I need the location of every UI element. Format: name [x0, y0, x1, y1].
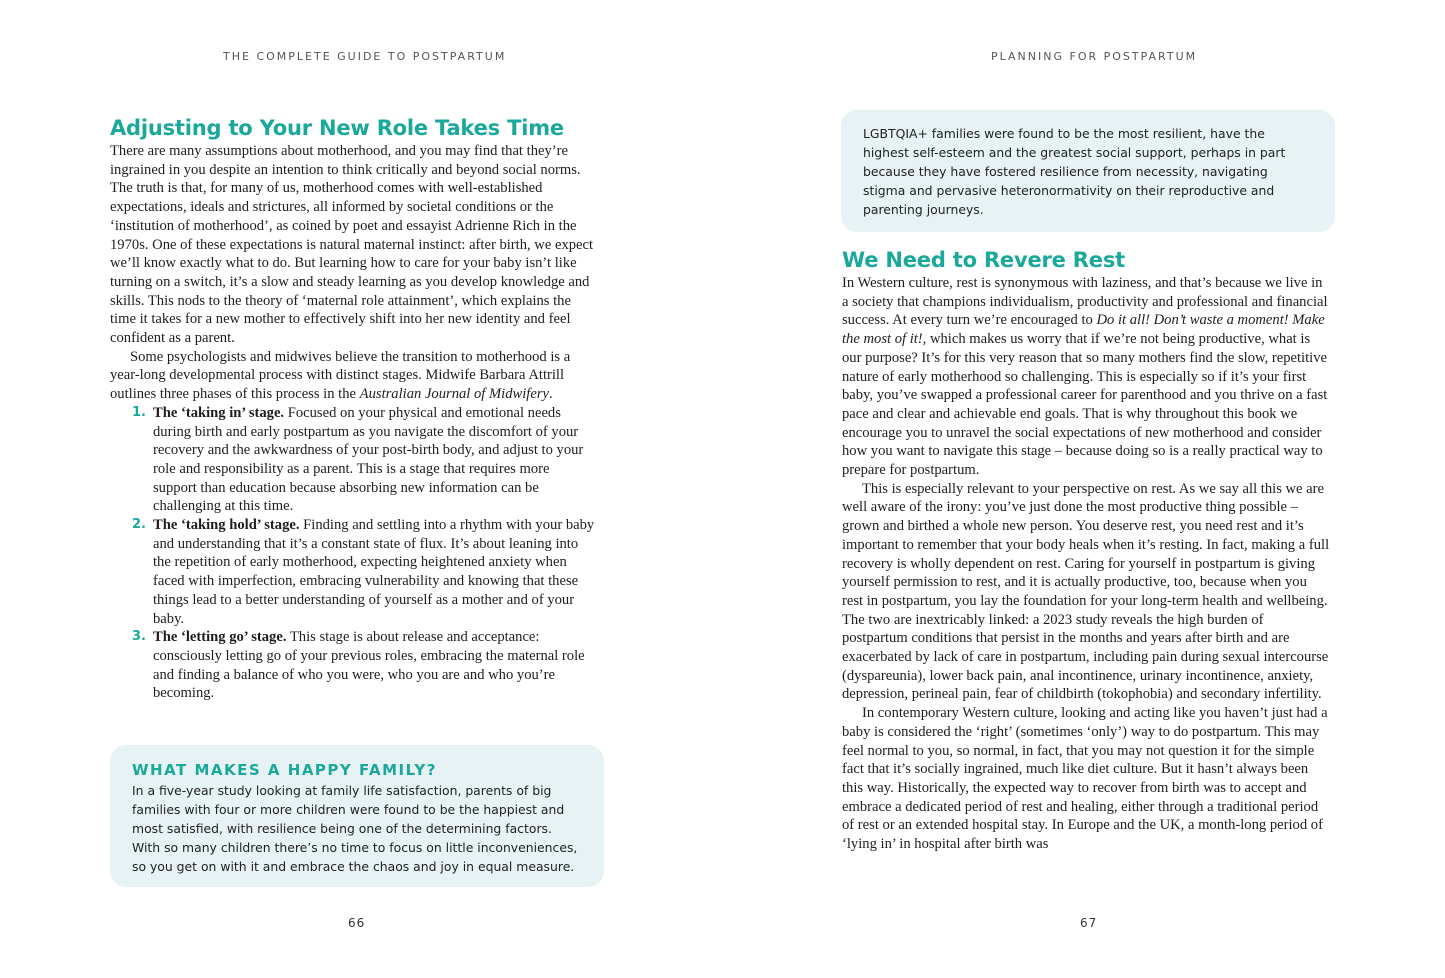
stages-list [110, 404, 596, 703]
running-head-left: THE COMPLETE GUIDE TO POSTPARTUM [223, 50, 507, 63]
right-paragraph-1-a: In Western culture, rest is synonymous with laziness, and that’s because we live in a society that champions individualism, productivity and professional and financial success. At every turn we’re encouraged to [842, 275, 1328, 329]
right-body-text [842, 274, 1330, 854]
running-head-right: PLANNING FOR POSTPARTUM [991, 50, 1198, 63]
stage-title: The ‘taking hold’ stage. [153, 517, 300, 534]
left-paragraph-2 [110, 348, 596, 404]
list-number: 3. [132, 629, 146, 645]
italic-quote: Do it all! Don’t waste a moment! Make the most of it! [842, 312, 1325, 348]
callout-title: WHAT MAKES A HAPPY FAMILY? [132, 761, 437, 779]
right-paragraph-1 [842, 274, 1330, 480]
section-heading-adjusting: Adjusting to Your New Role Takes Time [110, 116, 564, 140]
right-paragraph-2: This is especially relevant to your perspective on rest. As we say all this we are well aware of the irony: you’ve just done the most productive thing possible – grown and birthed a whole new person. You deserve rest, you need rest and it’s important to remember that your body heals when it’s resting. In fact, making a full recovery is wholly dependent on rest. Caring for yourself in postpartum is giving yourself permission to rest, and it is actually productive, too, because when you rest in postpartum, you lay the foundation for your long-term health and wellbeing. The two are inextricably linked: a 2023 study reveals the high burden of postpartum conditions that persist in the months and years after birth and are exacerbated by lack of care in postpartum, including pain during sexual intercourse (dyspareunia), lower back pain, anal incontinence, urinary incontinence, anxiety, depression, perineal pain, fear of childbirth (tokophobia) and secondary infertility. [842, 480, 1330, 703]
left-paragraph-2-end: . [548, 386, 553, 403]
left-body-text [110, 142, 596, 703]
stage-text: This stage is about release and acceptance: consciously letting go of your previous roles, embracing the maternal role and finding a balance of who you were, who you are and who you’re becoming. [153, 629, 585, 702]
callout-box-happy-family [110, 745, 604, 887]
right-paragraph-1-b: , which makes us worry that if we’re not being productive, what is our purpose? It’s for this very reason that so many mothers find the slow, repetitive nature of early motherhood so challenging. This is especially so if it’s your first baby, you’ve swapped a professional career for parenthood and you thrive on a fast pace and clear and achievable end goals. That is why throughout this book we encourage you to unravel the social expectations of new motherhood and consider how you want to navigate this stage – because doing so is a really practical way to prepare for postpartum. [842, 331, 1328, 479]
callout-box-lgbtqia [841, 110, 1335, 232]
stage-text: Finding and settling into a rhythm with your baby and understanding that it’s a constant state of flux. It’s about leaning into the repetition of early motherhood, expecting heightened anxiety when faced with imperfection, embracing vulnerability and knowing that these things lead to a better understanding of yourself as a mother and of your baby. [153, 517, 595, 627]
list-number: 1. [132, 404, 146, 420]
page-number-right: 67 [1080, 916, 1098, 930]
callout-text: LGBTQIA+ families were found to be the most resilient, have the highest self-esteem and the greatest social support, perhaps in part because they have fostered resilience from necessity, navigating stigma and pervasive heteronormativity on their reproductive and parenting journeys. [863, 126, 1286, 217]
list-item-stage-1 [110, 404, 596, 516]
stage-title: The ‘letting go’ stage. [153, 629, 287, 646]
page-number-left: 66 [348, 916, 366, 930]
stage-text: Focused on your physical and emotional needs during birth and early postpartum as you navigate the discomfort of your recovery and the awkwardness of your post-birth body, and adjust to your role and responsibility as a parent. This is a stage that requires more support than education because absorbing new information can be challenging at this time. [153, 404, 584, 515]
left-paragraph-1: There are many assumptions about motherhood, and you may find that they’re ingrained in you despite an intention to think critically and beyond social norms. The truth is that, for many of us, motherhood comes with well-established expectations, ideals and strictures, all informed by societal conditions or the ‘institution of motherhood’, as coined by poet and essayist Adrienne Rich in the 1970s. One of these expectations is natural maternal instinct: after birth, we expect we’ll know exactly what to do. But learning how to care for your baby isn’t like turning on a switch, it’s a slow and steady learning as you develop knowledge and skills. This nods to the theory of ‘maternal role attainment’, which explains the time it takes for a new mother to effectively shift into her new identity and feel confident as a parent. [110, 143, 594, 347]
stage-title: The ‘taking in’ stage. [153, 404, 285, 421]
right-paragraph-3: In contemporary Western culture, looking and acting like you haven’t just had a baby is considered the ‘right’ (sometimes ‘only’) way to do postpartum. This may feel normal to you, so normal, in fact, that you may not question it for the simple fact that it’s socially ingrained, much like diet culture. But it hasn’t always been this way. Historically, the expected way to recover from birth was to accept and embrace a dedicated period of rest and healing, either through a traditional period of rest or an extended hospital stay. In Europe and the UK, a month-long period of ‘lying in’ in hospital after birth was [842, 705, 1328, 853]
list-number: 2. [132, 517, 146, 533]
left-paragraph-2-text: Some psychologists and midwives believe the transition to motherhood is a year-long developmental process with distinct stages. Midwife Barbara Attrill outlines three phases of this process in the [110, 348, 571, 403]
journal-title: Australian Journal of Midwifery [359, 386, 549, 403]
list-item-stage-2 [110, 516, 596, 628]
callout-text: In a five-year study looking at family life satisfaction, parents of big families with four or more children were found to be the happiest and most satisfied, with resilience being one of the determining factors. With so many children there’s no time to focus on little inconveniences, so you get on with it and embrace the chaos and joy in equal measure. [132, 783, 578, 874]
section-heading-revere-rest: We Need to Revere Rest [842, 248, 1125, 272]
list-item-stage-3 [110, 628, 596, 703]
